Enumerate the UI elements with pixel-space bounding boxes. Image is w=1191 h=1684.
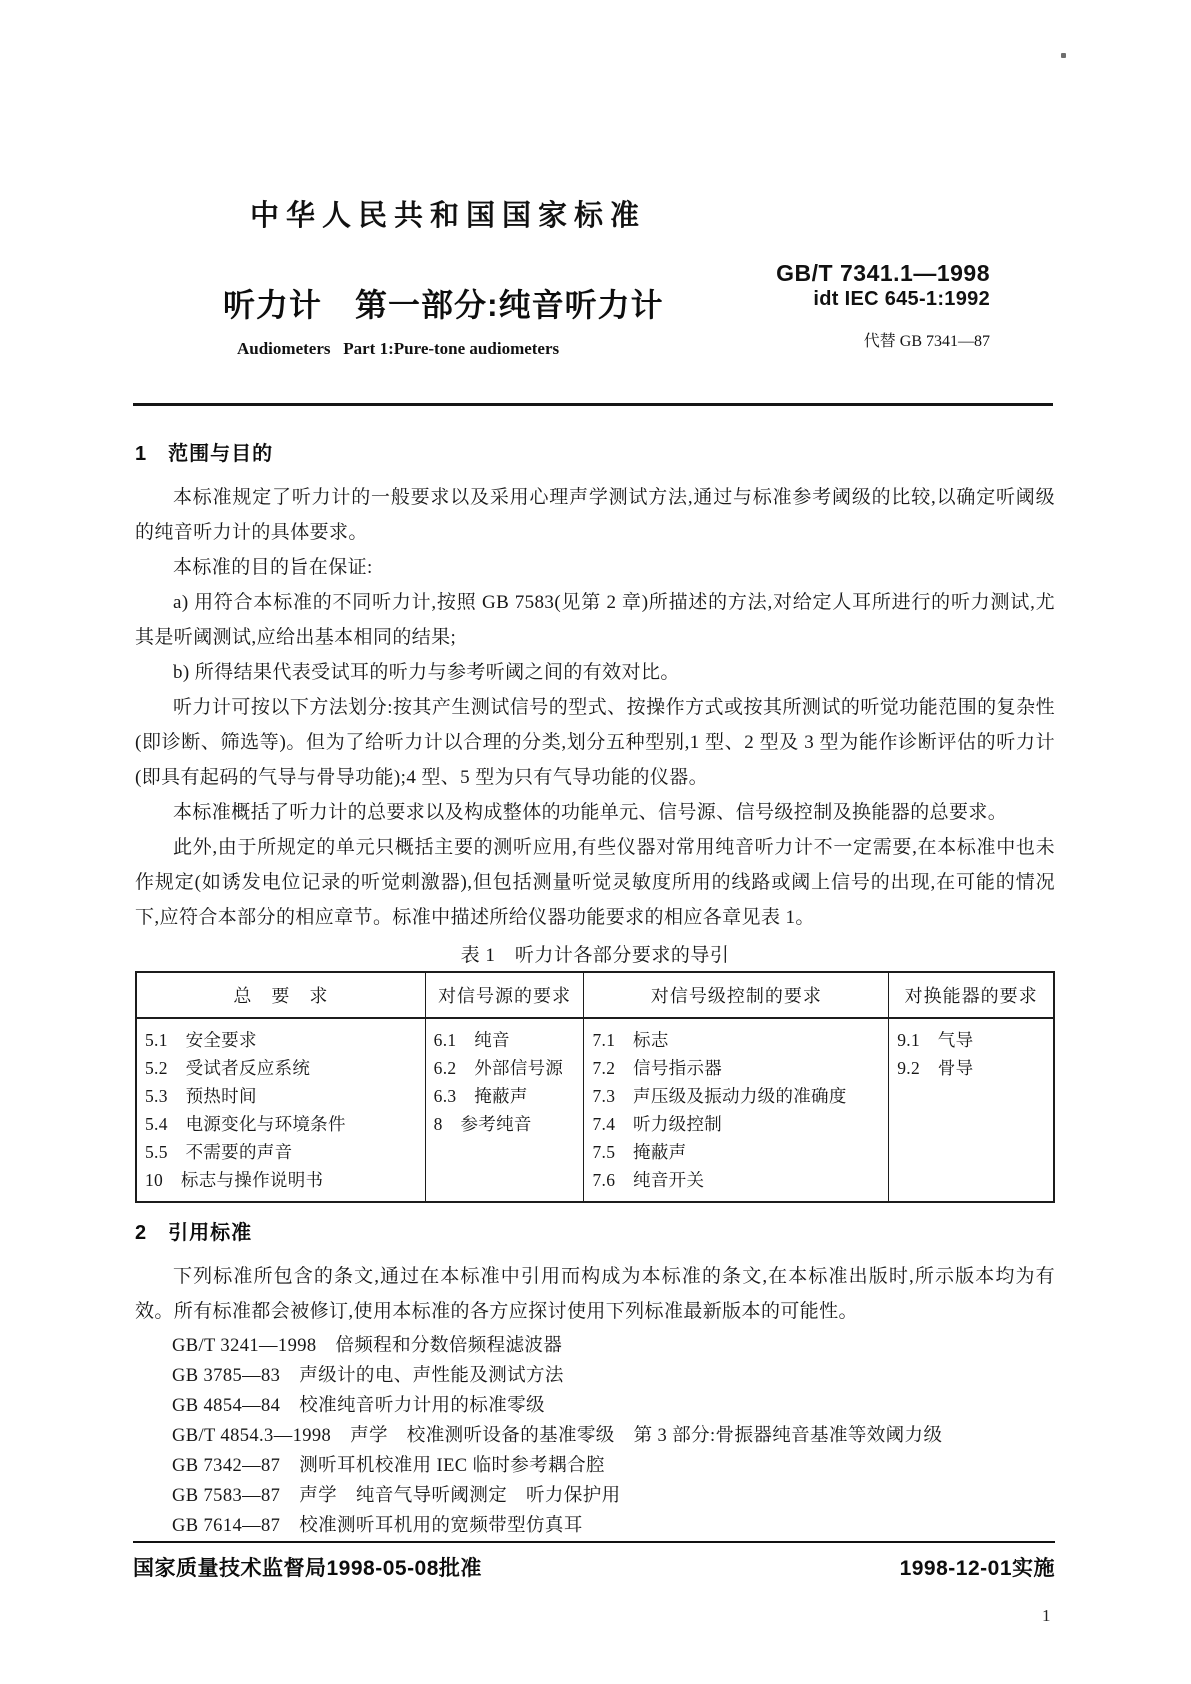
- reference-item: GB/T 4854.3—1998 声学 校准测听设备的基准零级 第 3 部分:骨振器纯音基准等效阈力级: [172, 1426, 943, 1446]
- table-row: [136, 1138, 1054, 1166]
- table-row: [136, 1166, 1054, 1202]
- table-header-cell: 总 要 求: [136, 972, 425, 1018]
- section-1-paragraph-item-a: a) 用符合本标准的不同听力计,按照 GB 7583(见第 2 章)所描述的方法,对给定人耳所进行的听力测试,尤其是听阈测试,应给出基本相同的结果;: [135, 592, 1055, 648]
- table-cell: 7.2 信号指示器: [584, 1054, 889, 1082]
- section-2-heading: 2 引用标准: [135, 1222, 253, 1244]
- table-cell: 5.5 不需要的声音: [145, 1142, 293, 1162]
- header-rule: [133, 403, 1053, 406]
- document-title-zh: 听力计 第一部分:纯音听力计: [223, 287, 664, 323]
- table-cell: 7.4 听力级控制: [584, 1110, 889, 1138]
- document-body: [135, 424, 1055, 1541]
- document-title-en: Audiometers Part 1:Pure-tone audiometers: [237, 339, 560, 358]
- standard-number-block: [776, 260, 990, 351]
- table-row: [136, 1082, 1054, 1110]
- table-cell: 6.1 纯音: [425, 1018, 584, 1054]
- reference-list: [135, 1331, 1055, 1541]
- section-1-heading: 1 范围与目的: [135, 443, 274, 465]
- page-number: 1: [1042, 1606, 1051, 1625]
- table-cell: 9.1 气导: [889, 1018, 1054, 1054]
- table-cell: [425, 1166, 584, 1202]
- reference-item: GB 7342—87 测听耳机校准用 IEC 临时参考耦合腔: [172, 1456, 605, 1476]
- table-cell: 6.3 掩蔽声: [425, 1082, 584, 1110]
- reference-item: GB 7583—87 声学 纯音气导听阈测定 听力保护用: [172, 1486, 621, 1506]
- table-cell: 7.5 掩蔽声: [584, 1138, 889, 1166]
- section-1-paragraph: 本标准概括了听力计的总要求以及构成整体的功能单元、信号源、信号级控制及换能器的总要求。: [173, 802, 1008, 823]
- section-1-paragraph-item-b: b) 所得结果代表受试耳的听力与参考听阈之间的有效对比。: [173, 662, 680, 683]
- document-footer: [133, 1541, 1055, 1582]
- national-standard-label: 中华人民共和国国家标准: [250, 200, 647, 232]
- table-cell: 6.2 外部信号源: [425, 1054, 584, 1082]
- reference-item: GB/T 3241—1998 倍频程和分数倍频程滤波器: [172, 1336, 563, 1356]
- table-cell: 5.3 预热时间: [145, 1086, 257, 1106]
- section-1-paragraph: 听力计可按以下方法划分:按其产生测试信号的型式、按操作方式或按其所测试的听觉功能范围的复杂性(即诊断、筛选等)。但为了给听力计以合理的分类,划分五种型别,1 型、2 型及 3 型为能作诊断评估的听力计(即具有起码的气导与骨导功能);4 型、5 型为只有气导功能的仪器。: [135, 697, 1055, 788]
- table-row: [136, 1054, 1054, 1082]
- table-header-cell: 对信号级控制的要求: [584, 972, 889, 1018]
- table-header-cell: 对信号源的要求: [425, 972, 584, 1018]
- section-1-paragraph: 本标准规定了听力计的一般要求以及采用心理声学测试方法,通过与标准参考阈级的比较,以确定听阈级的纯音听力计的具体要求。: [135, 487, 1055, 543]
- implementation-note: 1998-12-01实施: [899, 1557, 1055, 1580]
- table-header-row: [136, 972, 1054, 1018]
- table-row: [136, 1110, 1054, 1138]
- table-1: [135, 971, 1055, 1203]
- table-cell: 10 标志与操作说明书: [145, 1170, 324, 1190]
- table-header-cell: 对换能器的要求: [889, 972, 1054, 1018]
- section-1-paragraph: 本标准的目的旨在保证:: [173, 557, 373, 578]
- table-cell: [889, 1082, 1054, 1110]
- table-cell: [425, 1138, 584, 1166]
- approval-note: 国家质量技术监督局1998-05-08批准: [133, 1557, 482, 1580]
- table-cell: 8 参考纯音: [425, 1110, 584, 1138]
- table-cell: 9.2 骨导: [889, 1054, 1054, 1082]
- table-cell: 5.4 电源变化与环境条件: [145, 1114, 346, 1134]
- reference-item: GB 4854—84 校准纯音听力计用的标准零级: [172, 1396, 545, 1416]
- table-cell: 7.6 纯音开关: [584, 1166, 889, 1202]
- reference-item: GB 7614—87 校准测听耳机用的宽频带型仿真耳: [172, 1516, 583, 1536]
- table-cell: [889, 1166, 1054, 1202]
- section-1-paragraph: 此外,由于所规定的单元只概括主要的测听应用,有些仪器对常用纯音听力计不一定需要,在本标准中也未作规定(如诱发电位记录的听觉刺激器),但包括测量听觉灵敏度所用的线路或阈上信号的出现,在可能的情况下,应符合本部分的相应章节。标准中描述所给仪器功能要求的相应各章见表 1。: [135, 837, 1055, 928]
- table-row: [136, 1018, 1054, 1054]
- section-2-intro: 下列标准所包含的条文,通过在本标准中引用而构成为本标准的条文,在本标准出版时,所示版本均为有效。所有标准都会被修订,使用本标准的各方应探讨使用下列标准最新版本的可能性。: [135, 1266, 1055, 1322]
- idt-reference: idt IEC 645-1:1992: [813, 288, 990, 310]
- table-cell: 5.1 安全要求: [145, 1030, 257, 1050]
- table-cell: 7.1 标志: [584, 1018, 889, 1054]
- replaces-note: 代替 GB 7341—87: [863, 333, 990, 350]
- table-cell: [889, 1138, 1054, 1166]
- reference-item: GB 3785—83 声级计的电、声性能及测试方法: [172, 1366, 564, 1386]
- table-cell: 5.2 受试者反应系统: [145, 1058, 311, 1078]
- table-1-caption: 表 1 听力计各部分要求的导引: [460, 945, 730, 966]
- table-cell: [889, 1110, 1054, 1138]
- table-cell: 7.3 声压级及振动力级的准确度: [584, 1082, 889, 1110]
- scan-artifact-dot: [1061, 53, 1066, 58]
- standard-number: GB/T 7341.1—1998: [776, 260, 990, 286]
